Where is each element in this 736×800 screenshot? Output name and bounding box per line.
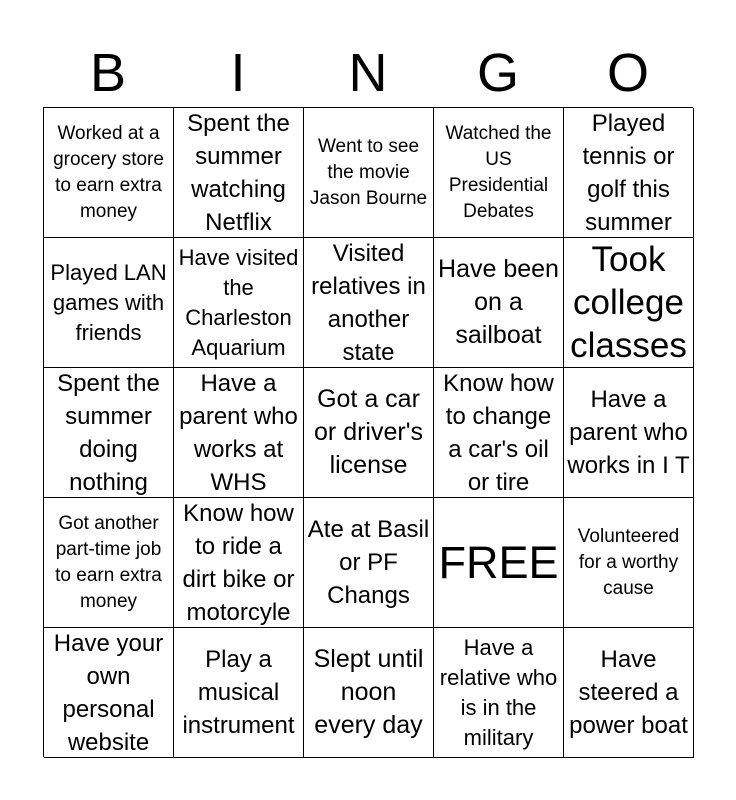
- cell-text: Have your own personal website: [53, 629, 164, 756]
- cell-text: Went to see the movie Jason Bourne: [309, 135, 428, 209]
- bingo-cell-r2c4[interactable]: [434, 238, 564, 368]
- bingo-cell-r5c4[interactable]: [434, 628, 564, 758]
- header-letter-i: I: [230, 43, 246, 103]
- cell-text: Know how to change a car's oil or tire: [443, 369, 554, 496]
- bingo-cell-r3c3[interactable]: [304, 368, 434, 498]
- cell-text: Volunteered for a worthy cause: [577, 525, 680, 599]
- bingo-cell-r1c2[interactable]: [174, 108, 304, 238]
- bingo-cell-r4c2[interactable]: [174, 498, 304, 628]
- bingo-cell-r4c3[interactable]: [304, 498, 434, 628]
- cell-text: Spent the summer watching Netflix: [187, 109, 290, 236]
- cell-text: Played LAN games with friends: [50, 259, 167, 345]
- cell-text: Watched the US Presidential Debates: [445, 122, 552, 222]
- free-space-text: FREE: [438, 536, 559, 588]
- bingo-cell-r1c1[interactable]: [44, 108, 174, 238]
- cell-text: Have a relative who is in the military: [439, 634, 558, 750]
- bingo-cell-r5c5[interactable]: [564, 628, 694, 758]
- bingo-cell-r5c2[interactable]: [174, 628, 304, 758]
- cell-text: Play a musical instrument: [182, 646, 295, 739]
- bingo-cell-r4c1[interactable]: [44, 498, 174, 628]
- cell-text: Got another part-time job to earn extra money: [55, 512, 162, 612]
- bingo-cell-r2c5[interactable]: [564, 238, 694, 368]
- cell-text: Have steered a power boat: [569, 646, 688, 739]
- cell-text: Know how to ride a dirt bike or motorcyle: [182, 499, 295, 626]
- cell-text: Worked at a grocery store to earn extra money: [53, 122, 164, 222]
- cell-text: Spent the summer doing nothing: [57, 369, 160, 496]
- cell-text: Have been on a sailboat: [438, 255, 559, 349]
- bingo-cell-free[interactable]: [434, 498, 564, 628]
- bingo-header: [43, 40, 693, 106]
- bingo-cell-r1c3[interactable]: [304, 108, 434, 238]
- bingo-cell-r4c5[interactable]: [564, 498, 694, 628]
- header-letter-n: N: [348, 43, 388, 103]
- bingo-card-grid: [43, 107, 693, 757]
- bingo-cell-r3c2[interactable]: [174, 368, 304, 498]
- cell-text: Slept until noon every day: [313, 645, 424, 739]
- bingo-cell-r5c1[interactable]: [44, 628, 174, 758]
- header-letter-o: O: [606, 43, 649, 103]
- bingo-cell-r2c1[interactable]: [44, 238, 174, 368]
- bingo-cell-r1c5[interactable]: [564, 108, 694, 238]
- bingo-cell-r1c4[interactable]: [434, 108, 564, 238]
- cell-text: Have a parent who works at WHS: [179, 369, 298, 496]
- cell-text: Took college classes: [570, 240, 687, 365]
- cell-text: Have visited the Charleston Aquarium: [178, 244, 299, 360]
- bingo-cell-r5c3[interactable]: [304, 628, 434, 758]
- bingo-cell-r2c2[interactable]: [174, 238, 304, 368]
- bingo-cell-r2c3[interactable]: [304, 238, 434, 368]
- header-letter-b: B: [89, 43, 127, 103]
- cell-text: Played tennis or golf this summer: [582, 109, 675, 236]
- bingo-cell-r3c5[interactable]: [564, 368, 694, 498]
- bingo-cell-r3c4[interactable]: [434, 368, 564, 498]
- header-letter-g: G: [476, 43, 519, 103]
- bingo-cell-r3c1[interactable]: [44, 368, 174, 498]
- cell-text: Got a car or driver's license: [314, 385, 423, 479]
- cell-text: Ate at Basil or PF Changs: [307, 516, 430, 609]
- cell-text: Have a parent who works in I T: [567, 386, 690, 479]
- cell-text: Visited relatives in another state: [311, 239, 426, 366]
